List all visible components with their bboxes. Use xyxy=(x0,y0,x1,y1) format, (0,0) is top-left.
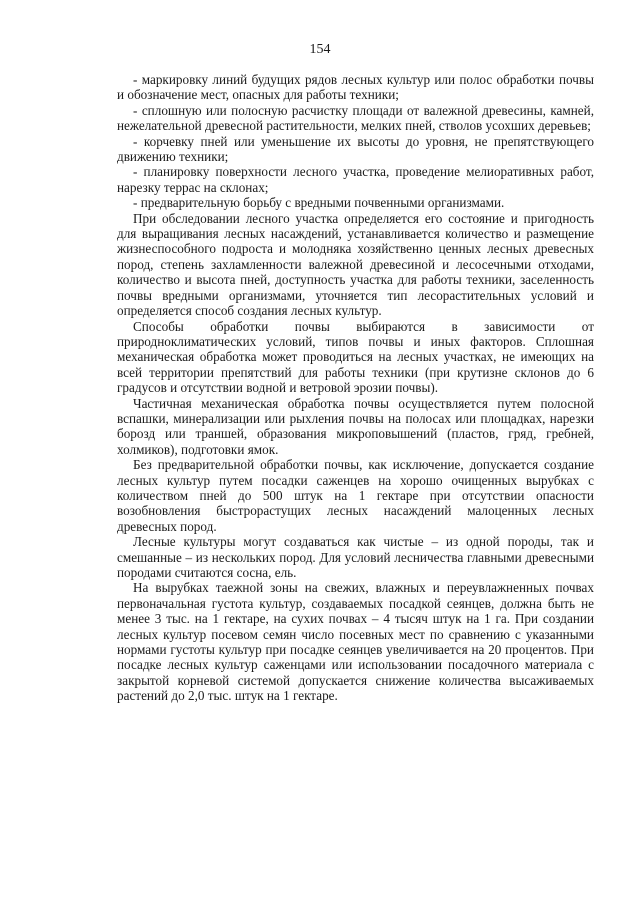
page-number: 154 xyxy=(309,42,331,57)
text-block xyxy=(117,72,594,704)
list-item-clearing: - сплошную или полосную расчистку площади от валежной древесины, камней, нежелательной древесной растительности, мелких пней, стволов усохших деревьев; xyxy=(117,102,594,134)
paragraph-planting-density: На вырубках таежной зоны на свежих, влажных и переувлажненных почвах первоначальная густота культур, создаваемых посадкой сеянцев, должна быть не менее 3 тыс. на 1 гектаре, на сухих почвах – 4 тысяч штук на 1 га. При создании лесных культур посевом семян число посевных мест по сравнению с указанными нормами густоты культур при посадке сеянцев увеличивается на 20 процентов. При посадке лесных культур саженцами или использовании посадочного материала с закрытой корневой системой допускается снижение количества высаживаемых растений до 2,0 тыс. штук на 1 гектаре. xyxy=(117,580,594,704)
list-item-leveling: - планировку поверхности лесного участка, проведение мелиоративных работ, нарезку террас на склонах; xyxy=(117,164,594,195)
paragraph-tillage-methods: Способы обработки почвы выбираются в зависимости от природноклиматических условий, типов почвы и иных факторов. Сплошная механическая обработка может проводиться на лесных участках, не имеющих на всей территории препятствий для работы техники (при крутизне склонов до 6 градусов и отсутствии водной и ветровой эрозии почвы). xyxy=(117,318,594,396)
paragraph-site-survey: При обследовании лесного участка определяется его состояние и пригодность для выращивания лесных насаждений, устанавливается количество и размещение жизнеспособного подроста и молодняка хозяйственно ценных лесных древесных пород, степень захламленности валежной древесиной и лесосечными отходами, количество и высота пней, доступность участка для работы техники, заселенность почвы вредными организмами, уточняется тип лесорастительных условий и определяется способ создания лесных культур. xyxy=(117,210,594,319)
list-item-marking: - маркировку линий будущих рядов лесных культур или полос обработки почвы и обозначение мест, опасных для работы техники; xyxy=(117,72,594,103)
list-item-stump-removal: - корчевку пней или уменьшение их высоты до уровня, не препятствующего движению техники; xyxy=(117,133,594,165)
list-item-pest-control: - предварительную борьбу с вредными почвенными организмами. xyxy=(133,195,505,211)
paragraph-species: Лесные культуры могут создаваться как чистые – из одной породы, так и смешанные – из нескольких пород. Для условий лесничества главными древесными породами считаются сосна, ель. xyxy=(117,534,594,580)
paragraph-no-tillage: Без предварительной обработки почвы, как исключение, допускается создание лесных культур путем посадки саженцев на хорошо очищенных вырубках с количеством пней до 500 штук на 1 гектаре при отсутствии опасности возобновления быстрорастущих лесных насаждений малоценных лесных древесных пород. xyxy=(117,457,594,534)
paragraph-partial-tillage: Частичная механическая обработка почвы осуществляется путем полосной вспашки, минерализации или рыхления почвы на полосах или площадках, нарезки борозд или траншей, образования микроповышений (пластов, гряд, гребней, холмиков), подготовки ямок. xyxy=(117,395,594,457)
